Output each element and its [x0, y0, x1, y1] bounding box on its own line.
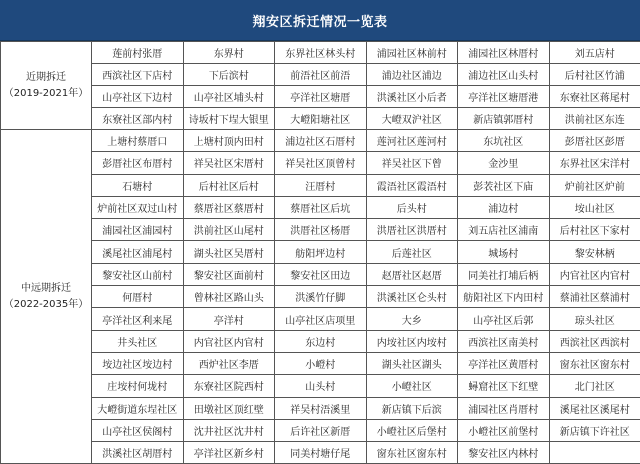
table-cell: 垵山社区 — [549, 196, 640, 218]
table-row — [1, 397, 640, 419]
table-cell: 新店镇下后滨 — [366, 397, 458, 419]
table-row — [1, 352, 640, 374]
table-row — [1, 42, 640, 64]
table-cell: 溪尾社区浦尾村 — [92, 241, 184, 263]
table-cell: 上塘村顶内田村 — [183, 130, 275, 152]
table-cell: 浦边村 — [458, 196, 550, 218]
table-cell: 彭厝社区布厝村 — [92, 152, 184, 174]
table-cell: 炉前社区炉前 — [549, 174, 640, 196]
table-cell: 莲前村张厝 — [92, 42, 184, 64]
table-cell: 赵厝社区赵厝 — [366, 263, 458, 285]
table-cell: 西炉社区李厝 — [183, 352, 275, 374]
table-cell: 新店镇郭厝村 — [458, 108, 550, 130]
table-cell: 浦园社区林前村 — [366, 42, 458, 64]
table-row — [1, 174, 640, 196]
table-cell: 大嶝街道东埕社区 — [92, 397, 184, 419]
table-cell: 何厝村 — [92, 286, 184, 308]
table-cell: 黎安社区山前村 — [92, 263, 184, 285]
table-cell: 内垵社区内垵村 — [366, 330, 458, 352]
table-cell: 前浯社区前浯 — [275, 64, 367, 86]
table-cell: 亭洋社区新乡村 — [183, 442, 275, 464]
table-cell: 大乡 — [366, 308, 458, 330]
table-cell: 东寮社区部内村 — [92, 108, 184, 130]
table-cell: 霞浯社区霞浯村 — [366, 174, 458, 196]
table-cell: 西滨社区西滨村 — [549, 330, 640, 352]
table-row — [1, 130, 640, 152]
table-cell: 后村社区下家村 — [549, 219, 640, 241]
table-row — [1, 64, 640, 86]
table-row — [1, 442, 640, 464]
table-cell: 窗东社区窗东村 — [366, 442, 458, 464]
table-cell: 东寮社区院西村 — [183, 375, 275, 397]
table-cell: 内官社区内官村 — [549, 263, 640, 285]
table-cell: 亭洋社区利来尾 — [92, 308, 184, 330]
table-row — [1, 108, 640, 130]
table-row — [1, 86, 640, 108]
table-cell: 浦园社区林厝村 — [458, 42, 550, 64]
table-cell: 后许社区新厝 — [275, 419, 367, 441]
table-cell: 洪溪社区胡厝村 — [92, 442, 184, 464]
table-cell: 小嶝社区 — [366, 375, 458, 397]
table-row — [1, 330, 640, 352]
table-cell: 同美社打埔后柄 — [458, 263, 550, 285]
table-cell: 小嶝村 — [275, 352, 367, 374]
table-cell: 祥吴社区顶曾村 — [275, 152, 367, 174]
table-cell: 东寮社区蒋尾村 — [549, 86, 640, 108]
table-cell: 上塘村蔡厝口 — [92, 130, 184, 152]
table-cell: 小嶝社区后堡村 — [366, 419, 458, 441]
table-cell: 炉前社区双过山村 — [92, 196, 184, 218]
table-cell: 东界村 — [183, 42, 275, 64]
table-cell: 山亭社区侯阁村 — [92, 419, 184, 441]
relocation-table — [0, 41, 640, 464]
table-cell: 庄垵村何垅村 — [92, 375, 184, 397]
table-cell: 内官社区内官村 — [183, 330, 275, 352]
table-cell: 祥吴社区下曾 — [366, 152, 458, 174]
table-cell: 刘五店社区浦南 — [458, 219, 550, 241]
table-cell: 彭䒾社区下庙 — [458, 174, 550, 196]
table-cell: 沈井社区沈井村 — [183, 419, 275, 441]
table-cell: 后莲社区 — [366, 241, 458, 263]
table-cell: 北门社区 — [549, 375, 640, 397]
table-cell: 田墩社区顶红壁 — [183, 397, 275, 419]
table-cell: 垵边社区垵边村 — [92, 352, 184, 374]
table-cell: 亭洋社区塘厝港 — [458, 86, 550, 108]
table-cell: 亭洋村 — [183, 308, 275, 330]
table-cell: 黎安社区内林村 — [458, 442, 550, 464]
table-cell: 东界社区林头村 — [275, 42, 367, 64]
table-row — [1, 263, 640, 285]
table-cell: 东坑社区 — [458, 130, 550, 152]
table-cell: 石塘村 — [92, 174, 184, 196]
table-cell: 舫阳坪边村 — [275, 241, 367, 263]
table-row — [1, 308, 640, 330]
table-cell: 东界社区宋洋村 — [549, 152, 640, 174]
table-cell: 蔡厝社区蔡厝村 — [183, 196, 275, 218]
table-cell: 后村社区后村 — [183, 174, 275, 196]
table-cell: 洪前社区山尾村 — [183, 219, 275, 241]
table-cell: 浦园社区肖厝村 — [458, 397, 550, 419]
table-cell: 祥吴村浯溪里 — [275, 397, 367, 419]
table-cell: 亭洋社区黄厝村 — [458, 352, 550, 374]
table-cell: 大嶝阳塘社区 — [275, 108, 367, 130]
table-cell: 蔡厝社区后坑 — [275, 196, 367, 218]
table-row — [1, 241, 640, 263]
table-cell: 后头村 — [366, 196, 458, 218]
table-cell: 浦边社区石厝村 — [275, 130, 367, 152]
table-cell: 井头社区 — [92, 330, 184, 352]
table-cell: 山亭社区店项里 — [275, 308, 367, 330]
table-cell: 湖头社区湖头 — [366, 352, 458, 374]
table-row — [1, 375, 640, 397]
table-cell: 洪厝社区杨厝 — [275, 219, 367, 241]
table-cell — [549, 442, 640, 464]
table-cell: 黎安林柄 — [549, 241, 640, 263]
table-cell: 刘五店村 — [549, 42, 640, 64]
table-cell: 蔡浦社区蔡浦村 — [549, 286, 640, 308]
table-cell: 大嶝双沪社区 — [366, 108, 458, 130]
table-cell: 黎安社区面前村 — [183, 263, 275, 285]
table-cell: 祥吴社区宋厝村 — [183, 152, 275, 174]
table-cell: 新店镇下许社区 — [549, 419, 640, 441]
table-cell: 窗东社区窗东村 — [549, 352, 640, 374]
table-cell: 洪厝社区洪厝村 — [366, 219, 458, 241]
group-label-near-term — [1, 42, 92, 130]
table-row — [1, 152, 640, 174]
group-name: 近期拆迁 — [1, 70, 91, 86]
table-cell: 蟳窟社区下红壁 — [458, 375, 550, 397]
table-cell: 城场村 — [458, 241, 550, 263]
table-cell: 湖头社区吴厝村 — [183, 241, 275, 263]
table-cell: 小嶝社区前堡村 — [458, 419, 550, 441]
table-row — [1, 219, 640, 241]
table-row — [1, 419, 640, 441]
table-cell: 浦园社区浦园村 — [92, 219, 184, 241]
table-cell: 同美村塘仔尾 — [275, 442, 367, 464]
table-cell: 山亭社区下边村 — [92, 86, 184, 108]
table-cell: 黎安社区田边 — [275, 263, 367, 285]
table-cell: 浦边社区山头村 — [458, 64, 550, 86]
group-label-mid-long-term — [1, 130, 92, 464]
table-cell: 琼头社区 — [549, 308, 640, 330]
table-cell: 山头村 — [275, 375, 367, 397]
table-cell: 浦边社区浦边 — [366, 64, 458, 86]
table-cell: 舫阳社区下内田村 — [458, 286, 550, 308]
table-cell: 汪厝村 — [275, 174, 367, 196]
group-name: 中远期拆迁 — [1, 281, 91, 297]
table-cell: 洪前社区东连 — [549, 108, 640, 130]
table-cell: 西滨社区南美村 — [458, 330, 550, 352]
table-cell: 亭洋社区塘厝 — [275, 86, 367, 108]
table-cell: 下后滨村 — [183, 64, 275, 86]
table-cell: 诗坂村下埕大银里 — [183, 108, 275, 130]
table-title: 翔安区拆迁情况一览表 — [0, 0, 640, 41]
table-row — [1, 286, 640, 308]
table-cell: 溪尾社区溪尾村 — [549, 397, 640, 419]
group-period: （2019-2021年） — [1, 86, 91, 102]
group-period: （2022-2035年） — [1, 297, 91, 313]
table-cell: 后村社区竹浦 — [549, 64, 640, 86]
table-cell: 山亭社区后郭 — [458, 308, 550, 330]
table-cell: 莲河社区莲河村 — [366, 130, 458, 152]
table-cell: 山亭社区埔头村 — [183, 86, 275, 108]
table-cell: 洪溪社区小后者 — [366, 86, 458, 108]
table-cell: 西滨社区下店村 — [92, 64, 184, 86]
table-cell: 彭厝社区彭厝 — [549, 130, 640, 152]
table-cell: 东边村 — [275, 330, 367, 352]
table-cell: 洪溪竹仔脚 — [275, 286, 367, 308]
table-cell: 曾林社区路山头 — [183, 286, 275, 308]
table-cell: 洪溪社区仑头村 — [366, 286, 458, 308]
table-cell: 金沙里 — [458, 152, 550, 174]
table-row — [1, 196, 640, 218]
